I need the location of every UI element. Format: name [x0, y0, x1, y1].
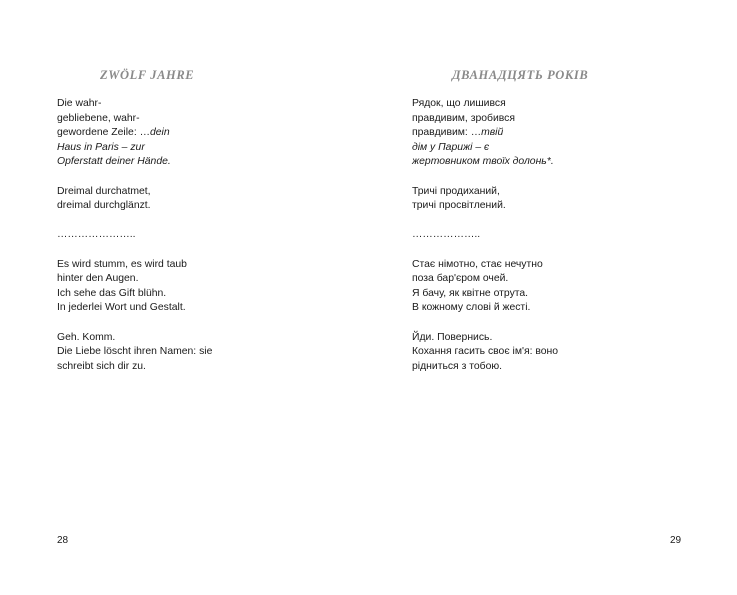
stanza-break [57, 316, 212, 331]
poem-line-italic: дім у Парижі – є [412, 141, 490, 153]
poem-line [412, 126, 558, 141]
stanza-break [412, 214, 558, 229]
poem-line: Тричі продиханий, [412, 185, 500, 197]
stanza-break [57, 243, 212, 258]
stanza-break [57, 214, 212, 229]
poem-line: Geh. Komm. [57, 331, 116, 343]
poem-line: Es wird stumm, es wird taub [57, 258, 187, 270]
poem-line: поза бар'єром очей. [412, 273, 509, 285]
stanza-break [412, 243, 558, 258]
poem-line: hinter den Augen. [57, 273, 139, 285]
poem-text-german [57, 97, 212, 374]
stanza-break [412, 170, 558, 185]
poem-line-segment: gewordene Zeile: … [57, 127, 150, 139]
page-number-left: 28 [57, 535, 69, 546]
ellipsis-line: ……………….. [412, 229, 481, 241]
poem-line-italic: dein [150, 127, 170, 139]
poem-title-ukrainian: ДВАНАДЦЯТЬ РОКІВ [452, 68, 589, 82]
stanza-break [412, 316, 558, 331]
poem-line-italic: твій [481, 127, 504, 139]
poem-line: In jederlei Wort und Gestalt. [57, 302, 186, 314]
poem-line-italic: Haus in Paris – zur [57, 141, 145, 153]
poem-line: рідниться з тобою. [412, 360, 503, 372]
poem-line-italic: жертовником твоїх долонь*. [412, 156, 554, 168]
poem-line: dreimal durchglänzt. [57, 200, 151, 212]
poem-line: Я бачу, як квітне отрута. [412, 287, 529, 299]
poem-line: gebliebene, wahr- [57, 112, 140, 124]
poem-line: Ich sehe das Gift blühn. [57, 287, 167, 299]
right-page [368, 0, 737, 595]
page-number-right: 29 [670, 535, 682, 546]
poem-line: Йди. Повернись. [412, 331, 493, 343]
left-page [0, 0, 368, 595]
ellipsis-line: ………………….. [57, 229, 136, 241]
poem-line-italic: Opferstatt deiner Hände. [57, 156, 171, 168]
poem-title-german: ZWÖLF JAHRE [100, 68, 195, 82]
poem-line: Стає німотно, стає нечутно [412, 258, 543, 270]
poem-line: Die Liebe löscht ihren Namen: sie [57, 346, 213, 358]
poem-line-segment: правдивим: … [412, 127, 482, 139]
poem-line: Die wahr- [57, 98, 102, 109]
poem-line: Dreimal durchatmet, [57, 185, 151, 197]
poem-line: тричі просвітлений. [412, 200, 506, 212]
poem-line: Рядок, що лишився [412, 98, 506, 109]
poem-line: правдивим, зробився [412, 112, 515, 124]
poem-line: schreibt sich dir zu. [57, 360, 146, 372]
stanza-break [57, 170, 212, 185]
poem-line: В кожному слові й жесті. [412, 302, 531, 314]
poem-text-ukrainian [412, 97, 558, 374]
poem-line: Кохання гасить своє ім'я: воно [412, 346, 559, 358]
poem-line [57, 126, 212, 141]
